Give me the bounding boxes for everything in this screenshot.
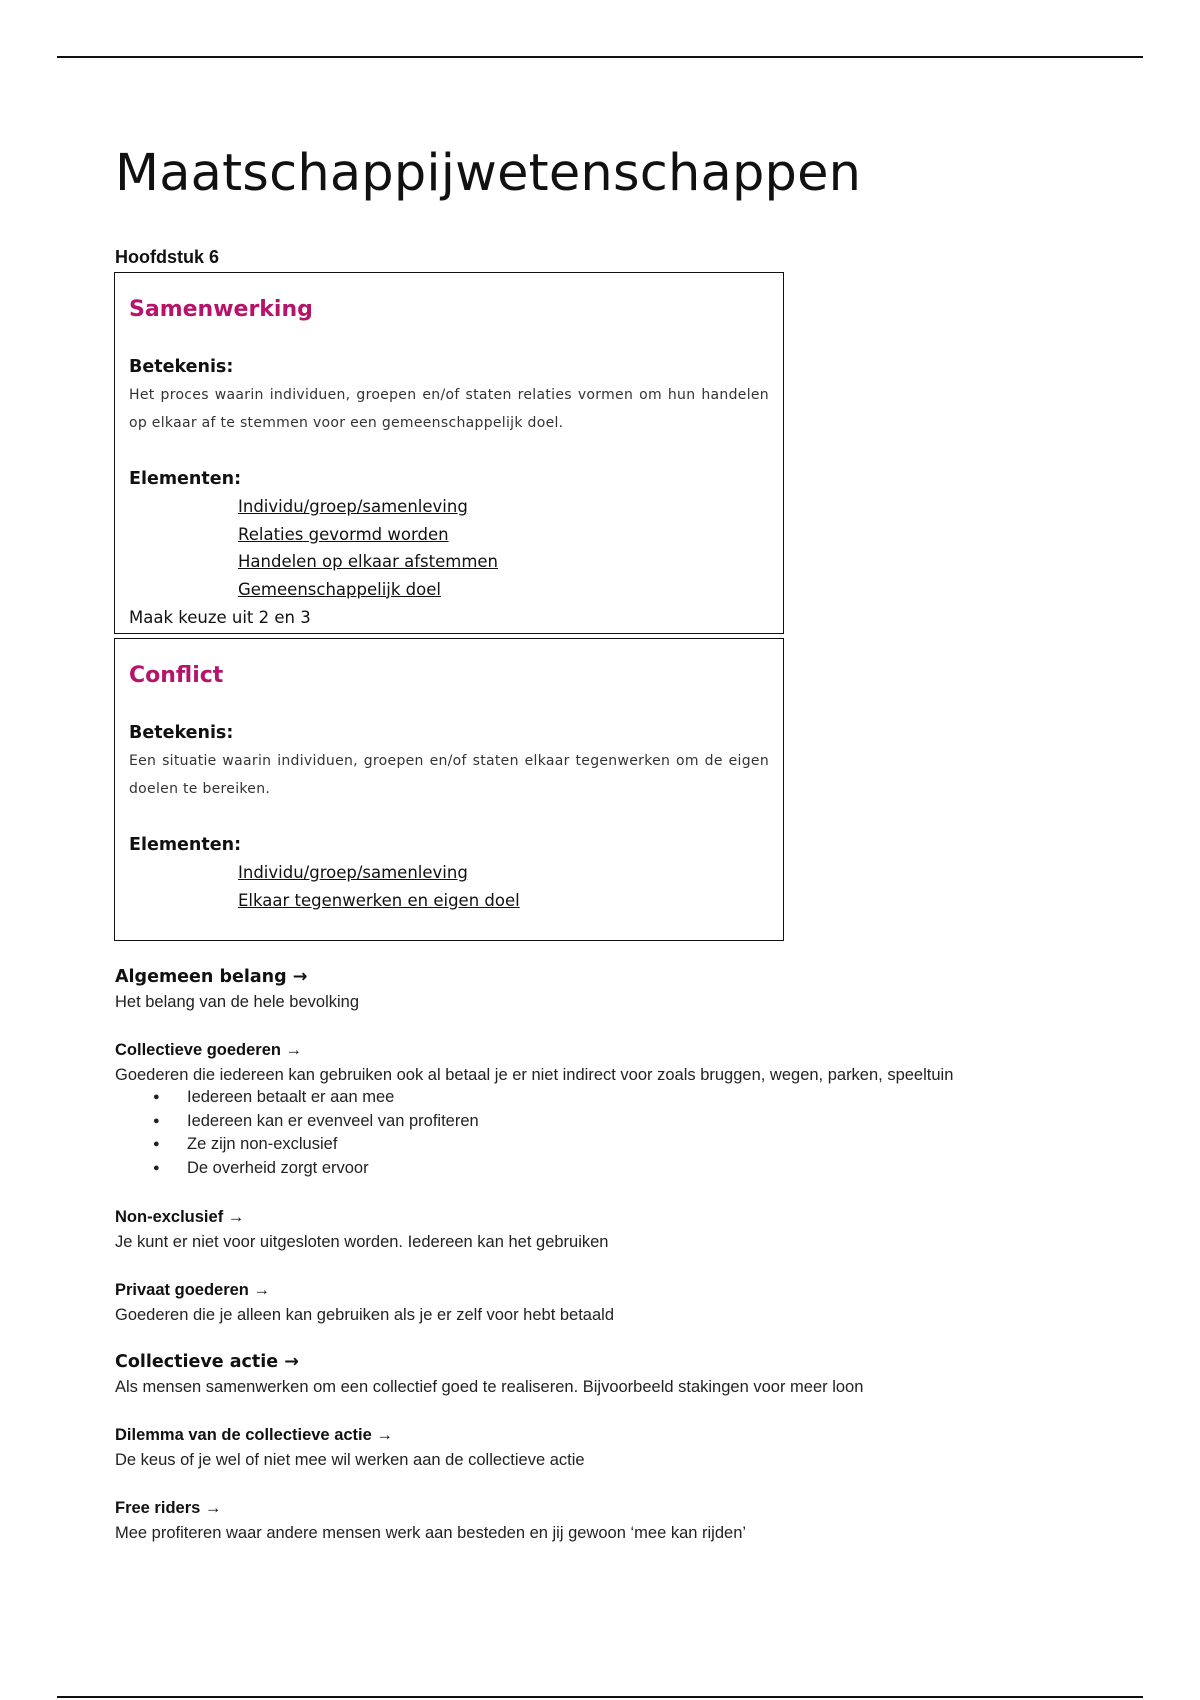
term-definition: Mee profiteren waar andere mensen werk aan besteden en jij gewoon ‘mee kan rijden’: [115, 1524, 747, 1542]
top-rule: [57, 56, 1143, 58]
conflict-box: [114, 638, 784, 941]
term-heading: Collectieve actie →: [115, 1352, 299, 1372]
list-item: ● Ze zijn non-exclusief: [115, 1133, 479, 1157]
list-item: Individu/groep/samenleving: [238, 497, 468, 516]
elements-label: Elementen:: [129, 835, 242, 855]
list-item: Elkaar tegenwerken en eigen doel: [238, 890, 520, 910]
page-title: Maatschappijwetenschappen: [115, 144, 862, 203]
box-heading: Conflict: [129, 663, 224, 688]
term-heading: Dilemma van de collectieve actie →: [115, 1426, 393, 1444]
list-item: ● De overheid zorgt ervoor: [115, 1157, 479, 1181]
meaning-text: Een situatie waarin individuen, groepen en/of staten elkaar tegenwerken om de eigen doelen te bereiken.: [129, 753, 769, 797]
samenwerking-box: [114, 272, 784, 634]
list-item: Handelen op elkaar afstemmen: [238, 552, 498, 571]
elements-label: Elementen:: [129, 469, 242, 489]
chapter-heading: Hoofdstuk 6: [115, 247, 220, 267]
meaning-label: Betekenis:: [129, 357, 234, 377]
bullet-list: [115, 1086, 479, 1180]
term-definition: De keus of je wel of niet mee wil werken aan de collectieve actie: [115, 1451, 585, 1469]
list-item: ● Iedereen kan er evenveel van profiteren: [115, 1110, 479, 1134]
term-definition: Goederen die iedereen kan gebruiken ook al betaal je er niet indirect voor zoals bruggen, wegen, parken, speeltuin: [115, 1066, 954, 1084]
term-heading: Collectieve goederen →: [115, 1041, 303, 1059]
term-definition: Het belang van de hele bevolking: [115, 993, 360, 1011]
list-item: Individu/groep/samenleving: [238, 863, 468, 882]
bottom-rule: [57, 1696, 1143, 1698]
meaning-label: Betekenis:: [129, 723, 234, 743]
term-heading: Privaat goederen →: [115, 1281, 270, 1299]
term-heading: Algemeen belang →: [115, 967, 308, 987]
term-definition: Je kunt er niet voor uitgesloten worden. Iedereen kan het gebruiken: [115, 1233, 609, 1251]
term-heading: Free riders →: [115, 1499, 222, 1517]
list-item: Relaties gevormd worden: [238, 524, 449, 544]
term-definition: Goederen die je alleen kan gebruiken als je er zelf voor hebt betaald: [115, 1306, 614, 1324]
term-definition: Als mensen samenwerken om een collectief goed te realiseren. Bijvoorbeeld stakingen voor meer loon: [115, 1378, 864, 1396]
box-note: Maak keuze uit 2 en 3: [129, 608, 311, 627]
list-item: Gemeenschappelijk doel: [238, 579, 441, 599]
box-heading: Samenwerking: [129, 297, 313, 322]
elements-list: [238, 859, 520, 914]
list-item: ● Iedereen betaalt er aan mee: [115, 1086, 479, 1110]
elements-list: [238, 493, 498, 603]
meaning-text: Het proces waarin individuen, groepen en/of staten relaties vormen om hun handelen op elkaar af te stemmen voor een gemeenschappelijk doel.: [129, 387, 769, 431]
term-heading: Non-exclusief →: [115, 1208, 245, 1226]
